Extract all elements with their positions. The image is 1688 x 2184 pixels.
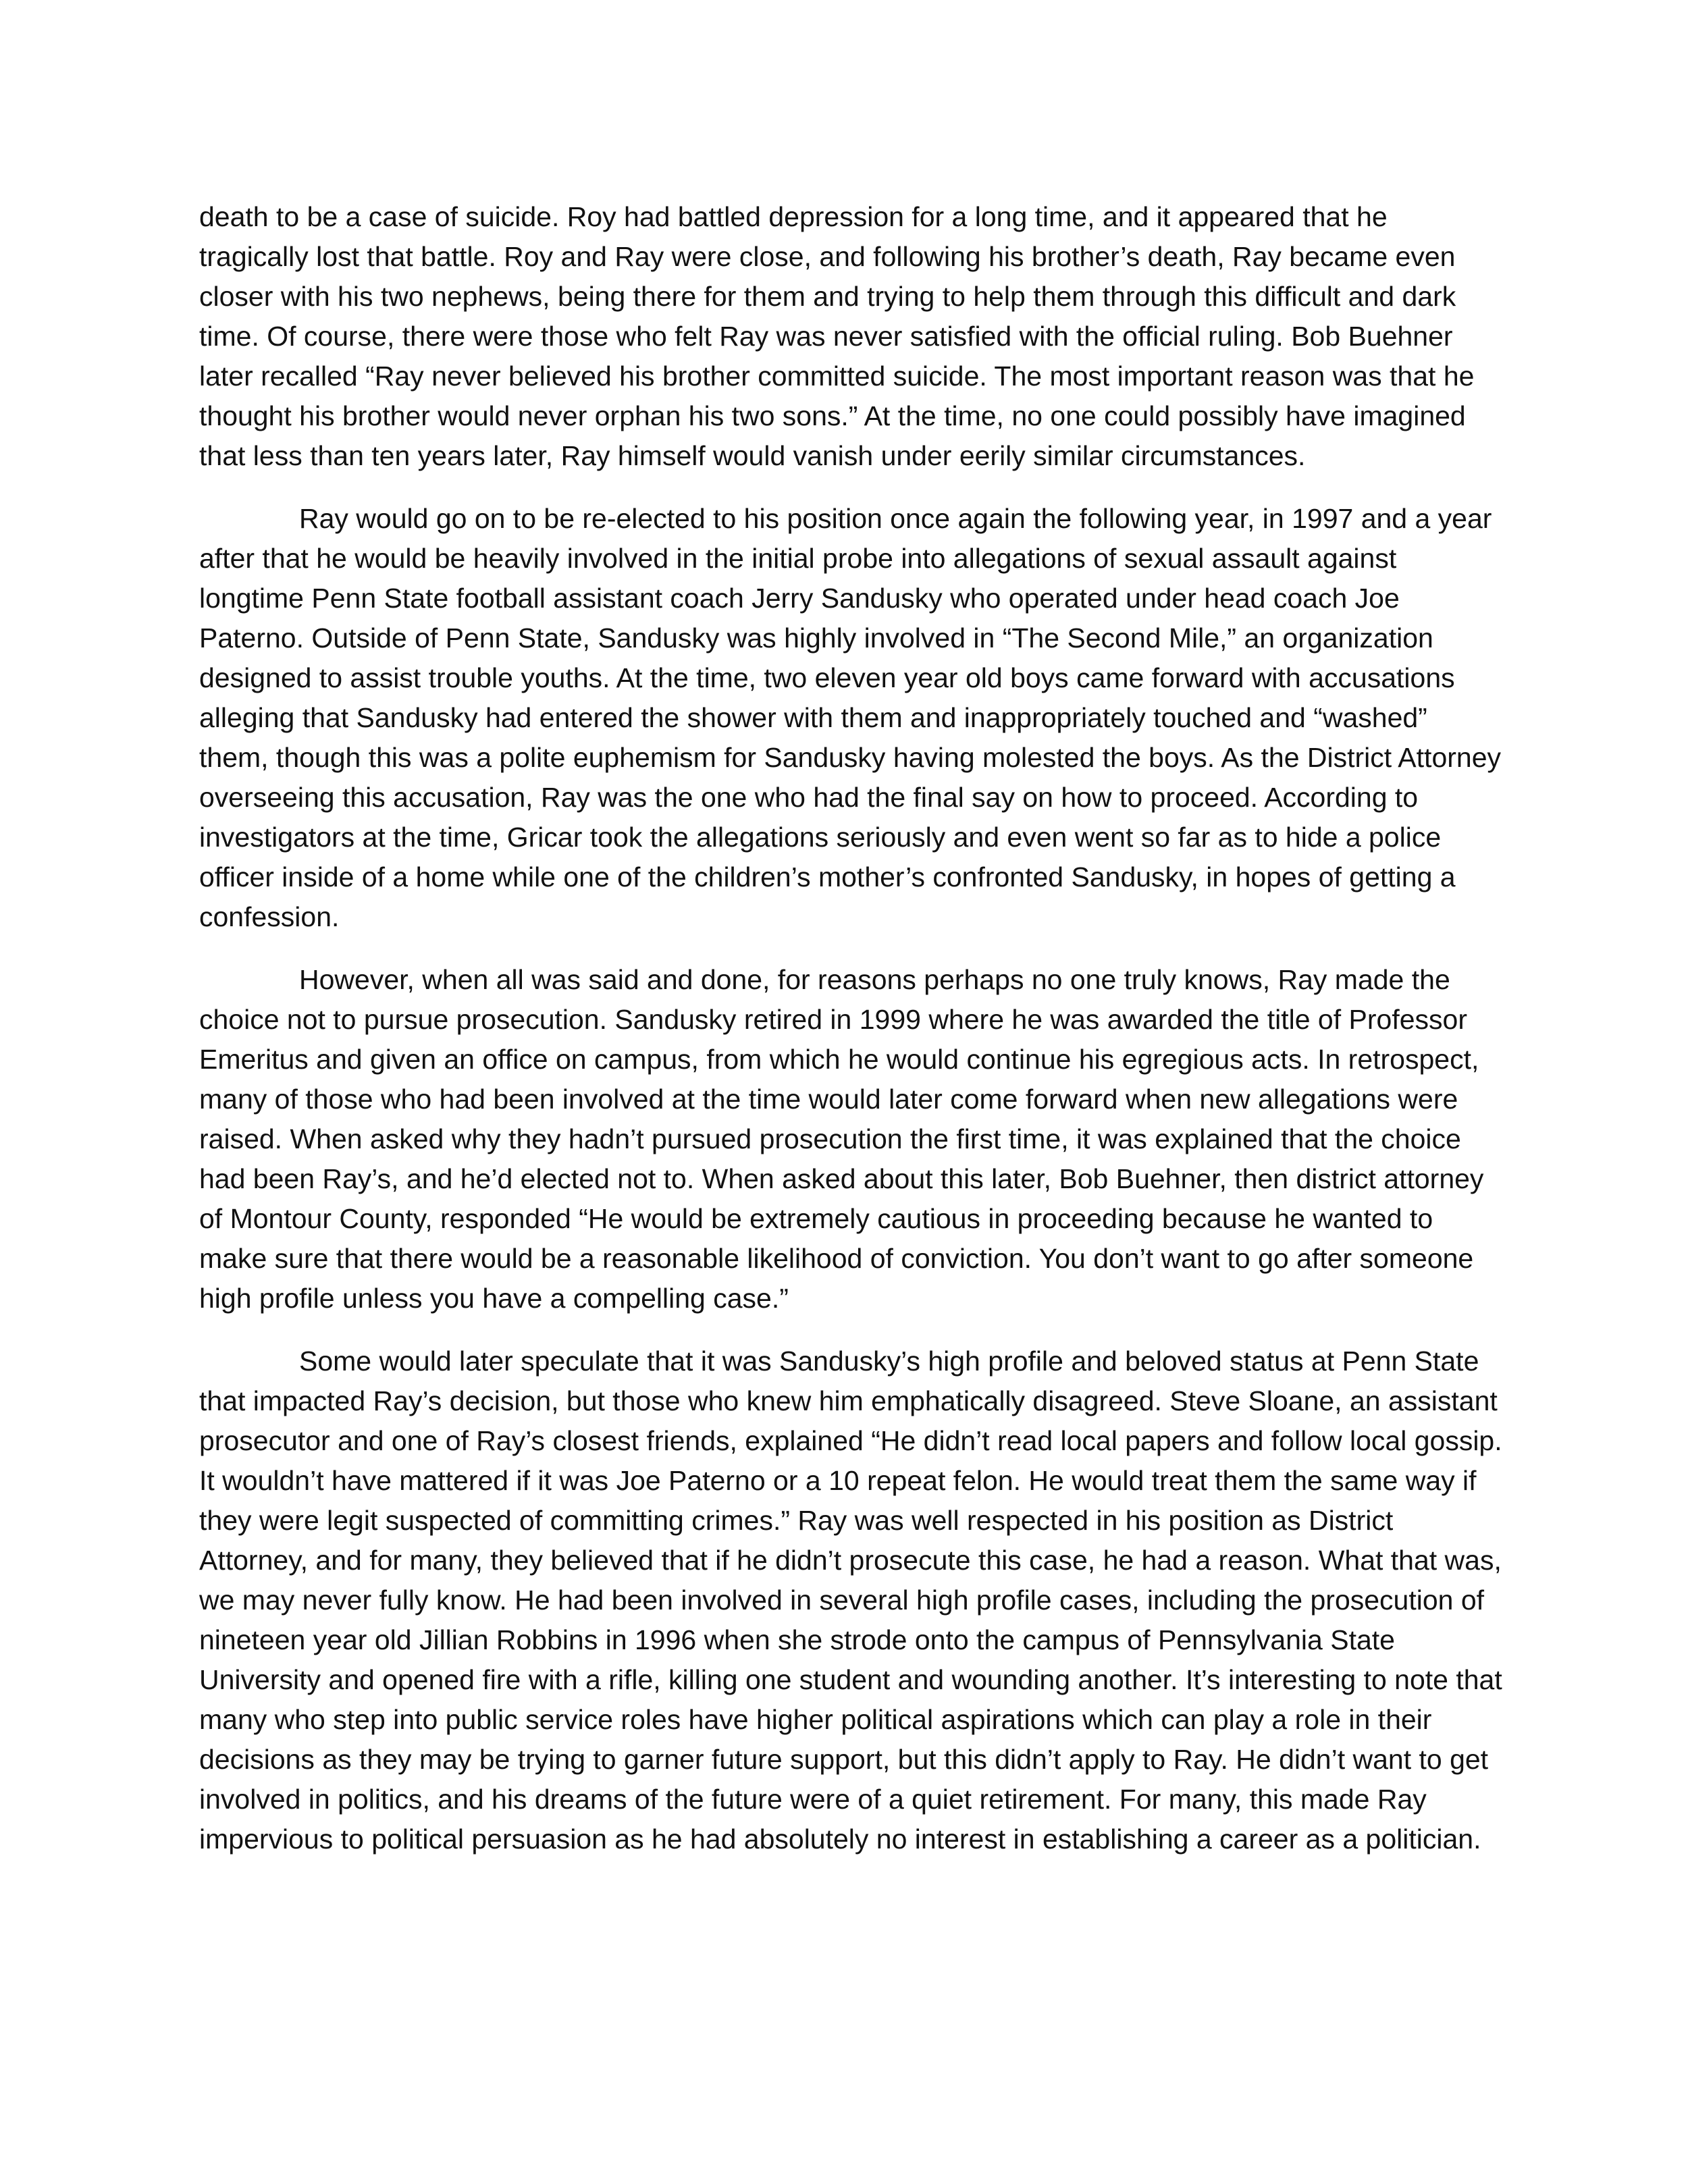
paragraph-2: Ray would go on to be re-elected to his position once again the following year, in 1997 and a year after that he would be heavily involved in the initial probe into allegations of sexual assault against longtime Penn State football assistant coach Jerry Sandusky who operated under head coach Joe Paterno. Outside of Penn State, Sandusky was highly involved in “The Second Mile,” an organization designed to assist trouble youths. At the time, two eleven year old boys came forward with accusations alleging that Sandusky had entered the shower with them and inappropriately touched and “washed” them, though this was a polite euphemism for Sandusky having molested the boys. As the District Attorney overseeing this accusation, Ray was the one who had the final say on how to proceed. According to investigators at the time, Gricar took the allegations seriously and even went so far as to hide a police officer inside of a home while one of the children’s mother’s confronted Sandusky, in hopes of getting a confession.	[199, 503, 1502, 932]
paragraph-1: death to be a case of suicide. Roy had battled depression for a long time, and it appeared that he tragically lost that battle. Roy and Ray were close, and following his brother’s death, Ray became even closer with his two nephews, being there for them and trying to help them through this difficult and dark time. Of course, there were those who felt Ray was never satisfied with the official ruling. Bob Buehner later recalled “Ray never believed his brother committed suicide. The most important reason was that he thought his brother would never orphan his two sons.” At the time, no one could possibly have imagined that less than ten years later, Ray himself would vanish under eerily similar circumstances.	[199, 201, 1475, 471]
document-body	[199, 197, 1502, 1882]
paragraph-4: Some would later speculate that it was Sandusky’s high profile and beloved status at Penn State that impacted Ray’s decision, but those who knew him emphatically disagreed. Steve Sloane, an assistant prosecutor and one of Ray’s closest friends, explained “He didn’t read local papers and follow local gossip. It wouldn’t have mattered if it was Joe Paterno or a 10 repeat felon. He would treat them the same way if they were legit suspected of committing crimes.” Ray was well respected in his position as District Attorney, and for many, they believed that if he didn’t prosecute this case, he had a reason. What that was, we may never fully know. He had been involved in several high profile cases, including the prosecution of nineteen year old Jillian Robbins in 1996 when she strode onto the campus of Pennsylvania State University and opened fire with a rifle, killing one student and wounding another. It’s interesting to note that many who step into public service roles have higher political aspirations which can play a role in their decisions as they may be trying to garner future support, but this didn’t apply to Ray. He didn’t want to get involved in politics, and his dreams of the future were of a quiet retirement. For many, this made Ray impervious to political persuasion as he had absolutely no interest in establishing a career as a politician.	[199, 1346, 1502, 1855]
paragraph-3: However, when all was said and done, for reasons perhaps no one truly knows, Ray made the choice not to pursue prosecution. Sandusky retired in 1999 where he was awarded the title of Professor Emeritus and given an office on campus, from which he would continue his egregious acts. In retrospect, many of those who had been involved at the time would later come forward when new allegations were raised. When asked why they hadn’t pursued prosecution the first time, it was explained that the choice had been Ray’s, and he’d elected not to. When asked about this later, Bob Buehner, then district attorney of Montour County, responded “He would be extremely cautious in proceeding because he wanted to make sure that there would be a reasonable likelihood of conviction. You don’t want to go after someone high profile unless you have a compelling case.”	[199, 964, 1484, 1314]
